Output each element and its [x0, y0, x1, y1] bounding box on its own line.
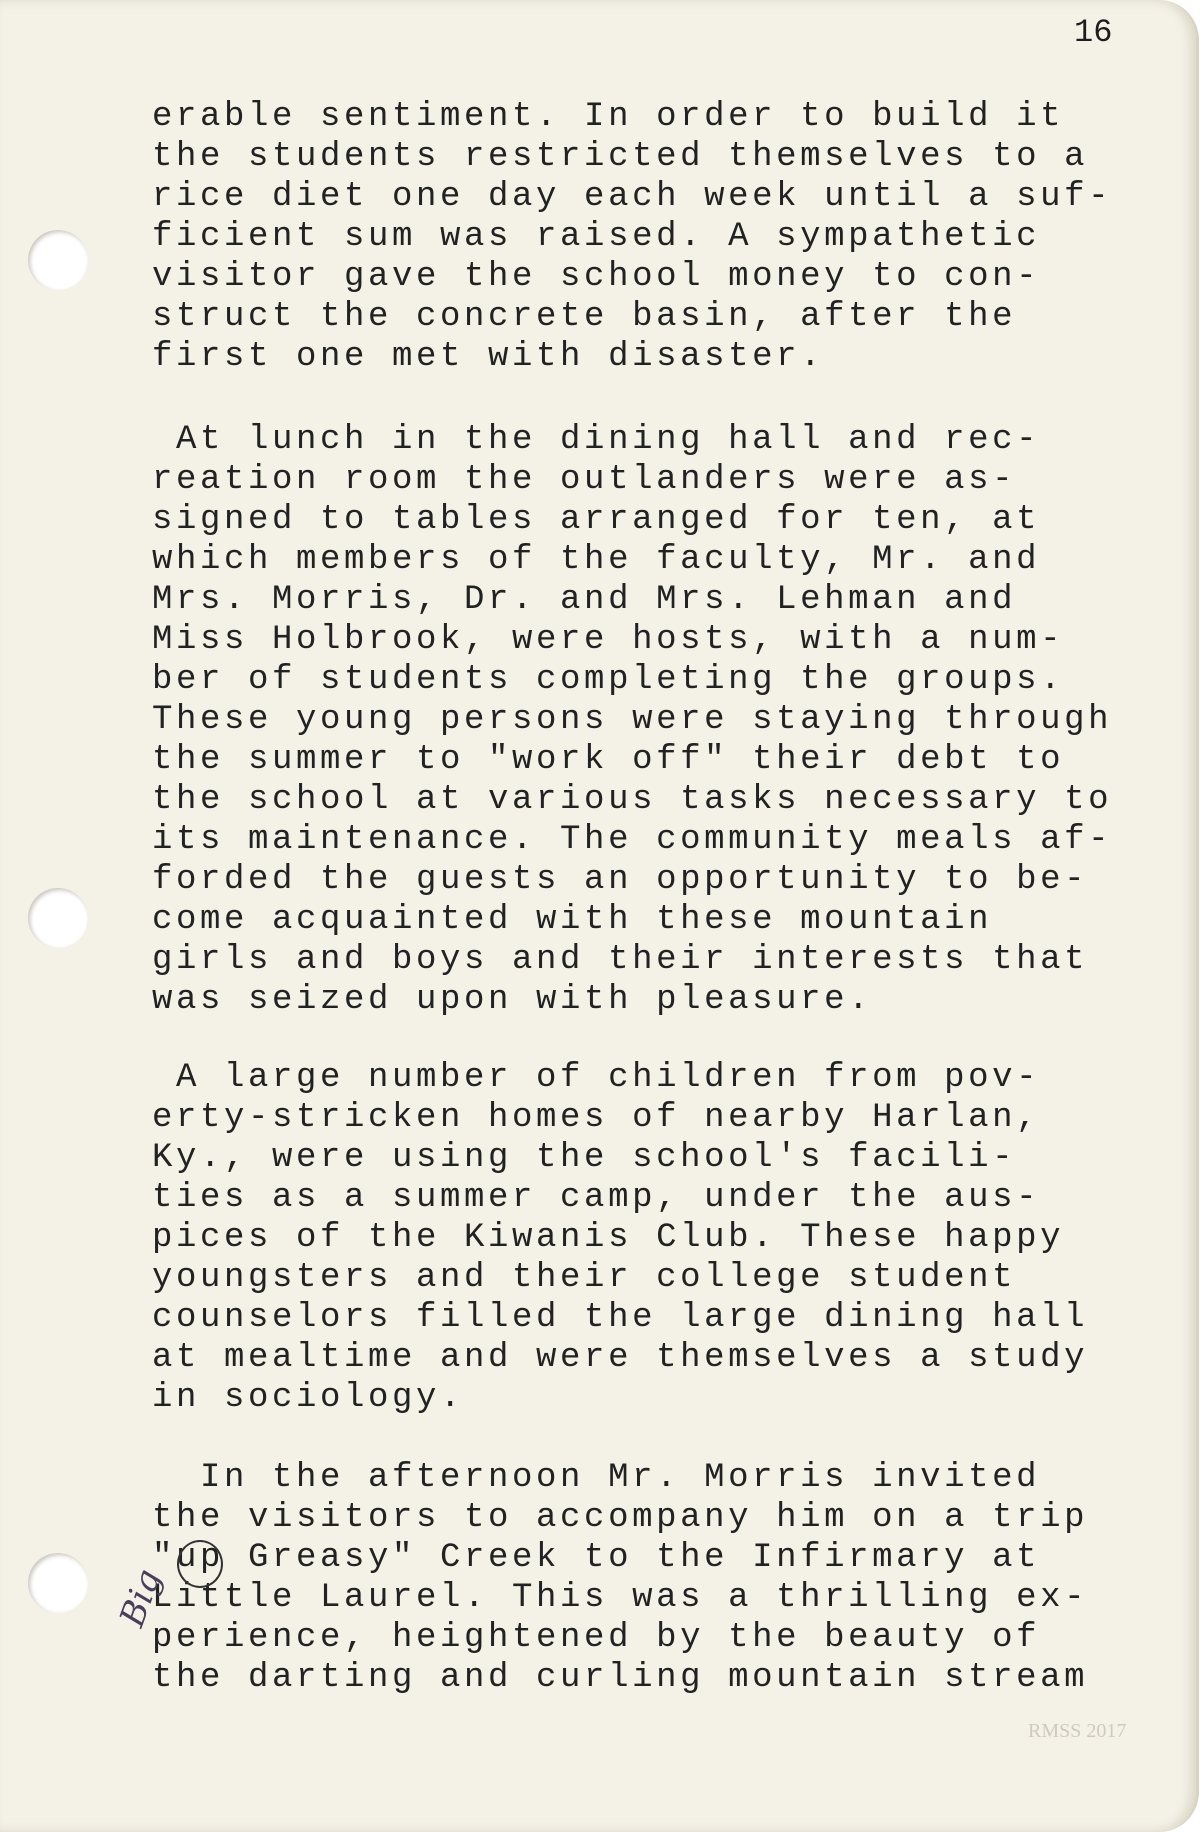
text-line: signed to tables arranged for ten, at: [152, 501, 1041, 539]
text-line: erty-stricken homes of nearby Harlan,: [152, 1099, 1041, 1137]
text-line: ficient sum was raised. A sympathetic: [152, 218, 1041, 256]
text-line: rice diet one day each week until a suf-: [152, 178, 1113, 216]
text-line: which members of the faculty, Mr. and: [152, 541, 1041, 579]
text-line: Miss Holbrook, were hosts, with a num-: [152, 621, 1065, 659]
page-number: 16: [1074, 14, 1113, 51]
text-line: reation room the outlanders were as-: [152, 461, 1017, 499]
text-line: erable sentiment. In order to build it: [152, 98, 1065, 136]
text-line: perience, heightened by the beauty of: [152, 1619, 1041, 1657]
text-line: the darting and curling mountain stream: [152, 1659, 1089, 1697]
text-line: forded the guests an opportunity to be-: [152, 861, 1089, 899]
handwritten-circle-mark: [177, 1540, 223, 1588]
paragraph-1: [152, 97, 1112, 377]
text-line: ber of students completing the groups.: [152, 661, 1065, 699]
binder-hole: [28, 1553, 88, 1613]
text-line: its maintenance. The community meals af-: [152, 821, 1113, 859]
text-line: struct the concrete basin, after the: [152, 298, 1017, 336]
text-line: at mealtime and were themselves a study: [152, 1339, 1089, 1377]
text-line: pices of the Kiwanis Club. These happy: [152, 1219, 1065, 1257]
text-line: At lunch in the dining hall and rec-: [152, 421, 1041, 459]
text-line: ties as a summer camp, under the aus-: [152, 1179, 1041, 1217]
paragraph-4: [152, 1458, 1088, 1698]
text-line: come acquainted with these mountain: [152, 901, 993, 939]
text-line: first one met with disaster.: [152, 338, 825, 376]
text-line: in sociology.: [152, 1379, 465, 1417]
paragraph-2: [152, 420, 1112, 1020]
text-line: Mrs. Morris, Dr. and Mrs. Lehman and: [152, 581, 1017, 619]
text-line: "up Greasy" Creek to the Infirmary at: [152, 1539, 1041, 1577]
text-line: counselors filled the large dining hall: [152, 1299, 1089, 1337]
binder-hole: [28, 888, 88, 948]
text-line: visitor gave the school money to con-: [152, 258, 1041, 296]
text-line: A large number of children from pov-: [152, 1059, 1041, 1097]
text-line: the visitors to accompany him on a trip: [152, 1499, 1089, 1537]
text-line: These young persons were staying through: [152, 701, 1113, 739]
text-line: the students restricted themselves to a: [152, 138, 1089, 176]
text-line: In the afternoon Mr. Morris invited: [152, 1459, 1041, 1497]
handwritten-annotation: Big: [112, 1564, 170, 1632]
binder-hole: [28, 230, 88, 290]
text-line: girls and boys and their interests that: [152, 941, 1089, 979]
text-line: the summer to "work off" their debt to: [152, 741, 1065, 779]
text-line: youngsters and their college student: [152, 1259, 1017, 1297]
paragraph-3: [152, 1058, 1088, 1418]
text-line: the school at various tasks necessary to: [152, 781, 1113, 819]
text-line: was seized upon with pleasure.: [152, 981, 873, 1019]
text-line: Little Laurel. This was a thrilling ex-: [152, 1579, 1089, 1617]
text-line: Ky., were using the school's facili-: [152, 1139, 1017, 1177]
watermark: RMSS 2017: [1028, 1720, 1127, 1742]
